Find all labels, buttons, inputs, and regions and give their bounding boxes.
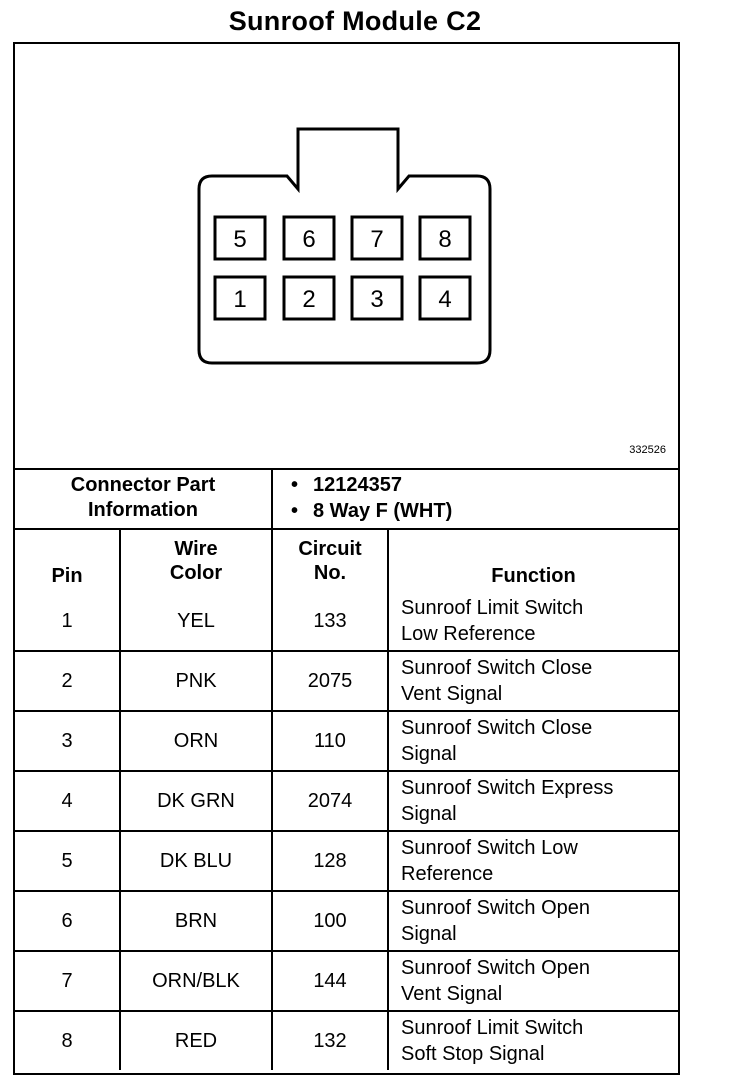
part-number: • 12124357: [313, 472, 678, 498]
table-row: [15, 1011, 678, 1070]
connector-diagram: [15, 44, 678, 470]
header-pin: Pin: [15, 529, 120, 592]
pin-number-3: 3: [370, 286, 384, 313]
pin-number-7: 7: [370, 226, 384, 253]
header-wire-color-line1: Wire: [174, 538, 218, 560]
function-cell: [388, 592, 678, 651]
pin-cell: 4: [15, 771, 120, 831]
circuit-cell: 2074: [272, 771, 388, 831]
function-line1: Sunroof Limit Switch: [401, 597, 584, 619]
function-line2: Vent Signal: [401, 983, 503, 1005]
wire-color-cell: BRN: [120, 891, 272, 951]
table-row: [15, 891, 678, 951]
connector-face-drawing: [15, 44, 678, 468]
function-line2: Reference: [401, 863, 494, 885]
function-line1: Sunroof Limit Switch: [401, 1017, 584, 1039]
function-cell: [388, 771, 678, 831]
function-line2: Low Reference: [401, 623, 536, 645]
header-wire-color: [120, 529, 272, 592]
function-line2: Soft Stop Signal: [401, 1043, 545, 1065]
header-circuit-line1: Circuit: [298, 538, 362, 560]
pin-number-6: 6: [302, 226, 316, 253]
figure-id: 332526: [629, 444, 666, 456]
header-row: [15, 529, 678, 592]
pin-cell: 8: [15, 1011, 120, 1070]
pin-number-2: 2: [302, 286, 316, 313]
circuit-cell: 128: [272, 831, 388, 891]
function-line1: Sunroof Switch Low: [401, 837, 578, 859]
pin-number-5: 5: [233, 226, 247, 253]
function-cell: [388, 651, 678, 711]
function-line1: Sunroof Switch Open: [401, 957, 590, 979]
connector-sheet: [13, 42, 680, 1075]
part-info-row: [15, 468, 678, 529]
header-wire-color-line2: Color: [169, 562, 223, 584]
circuit-cell: 110: [272, 711, 388, 771]
function-line1: Sunroof Switch Open: [401, 897, 590, 919]
page-title: Sunroof Module C2: [228, 6, 482, 36]
wire-color-cell: YEL: [120, 592, 272, 651]
function-cell: [388, 1011, 678, 1070]
part-info-label: [15, 468, 272, 529]
wire-color-cell: ORN/BLK: [120, 951, 272, 1011]
function-line1: Sunroof Switch Close: [401, 657, 593, 679]
connector-description: • 8 Way F (WHT): [313, 498, 678, 524]
part-info-values: [272, 468, 678, 529]
pinout-table: [15, 468, 678, 1070]
function-line2: Signal: [401, 923, 457, 945]
header-circuit: [272, 529, 388, 592]
function-line1: Sunroof Switch Close: [401, 717, 593, 739]
table-row: [15, 951, 678, 1011]
table-row: [15, 831, 678, 891]
table-row: [15, 771, 678, 831]
circuit-cell: 144: [272, 951, 388, 1011]
pin-cell: 1: [15, 592, 120, 651]
function-cell: [388, 831, 678, 891]
table-row: [15, 592, 678, 651]
circuit-cell: 100: [272, 891, 388, 951]
circuit-cell: 2075: [272, 651, 388, 711]
wire-color-cell: DK BLU: [120, 831, 272, 891]
function-line2: Signal: [401, 803, 457, 825]
pin-cell: 7: [15, 951, 120, 1011]
part-info-label-line2: Information: [88, 499, 198, 521]
function-line2: Vent Signal: [401, 683, 503, 705]
wire-color-cell: ORN: [120, 711, 272, 771]
function-line2: Signal: [401, 743, 457, 765]
pin-cell: 6: [15, 891, 120, 951]
wire-color-cell: PNK: [120, 651, 272, 711]
pin-number-1: 1: [233, 286, 247, 313]
pin-number-4: 4: [438, 286, 452, 313]
function-cell: [388, 891, 678, 951]
pin-cell: 2: [15, 651, 120, 711]
pin-cell: 3: [15, 711, 120, 771]
circuit-cell: 132: [272, 1011, 388, 1070]
header-circuit-line2: No.: [313, 562, 347, 584]
table-row: [15, 651, 678, 711]
part-info-label-line1: Connector Part: [70, 474, 216, 496]
function-cell: [388, 711, 678, 771]
wire-color-cell: RED: [120, 1011, 272, 1070]
function-cell: [388, 951, 678, 1011]
header-function: Function: [388, 529, 678, 592]
function-line1: Sunroof Switch Express: [401, 777, 614, 799]
table-row: [15, 711, 678, 771]
circuit-cell: 133: [272, 592, 388, 651]
pin-cell: 5: [15, 831, 120, 891]
wire-color-cell: DK GRN: [120, 771, 272, 831]
pin-number-8: 8: [438, 226, 452, 253]
